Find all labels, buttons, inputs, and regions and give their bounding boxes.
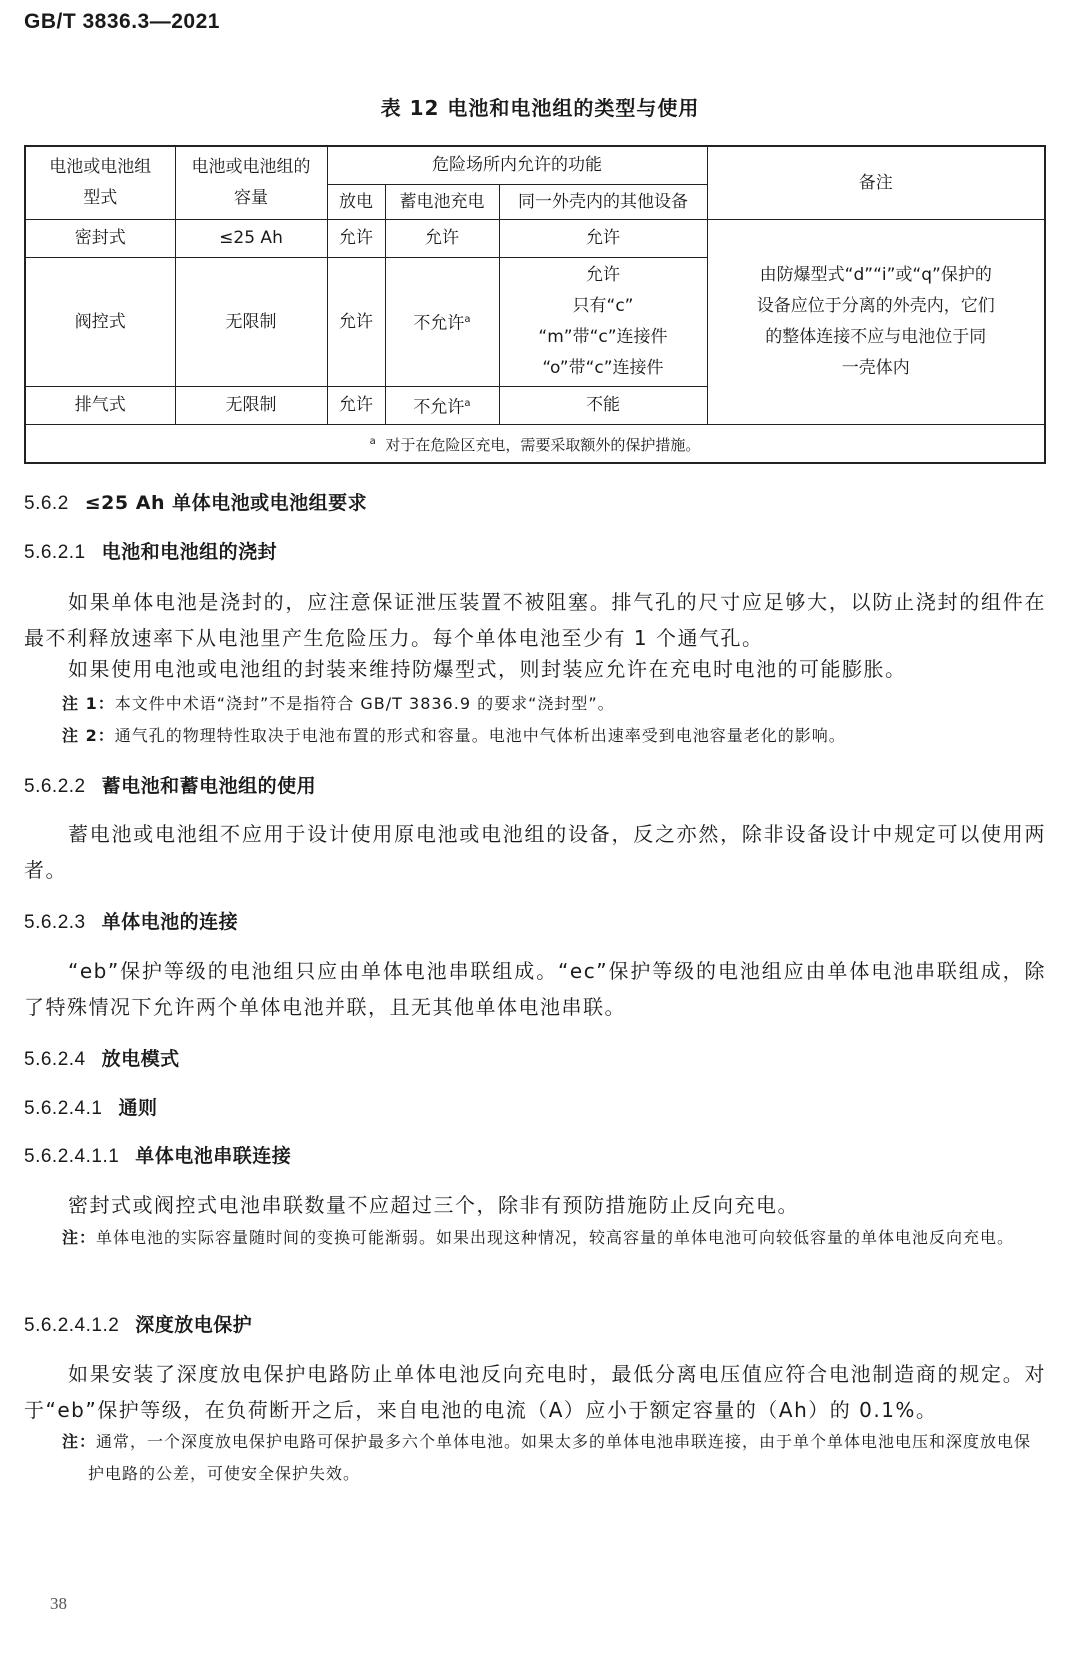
footnote-marker: a bbox=[464, 397, 471, 409]
paragraph: 如果安装了深度放电保护电路防止单体电池反向充电时，最低分离电压值应符合电池制造商的规定。对于“eb”保护等级，在负荷断开之后，来自电池的电流（A）应小于额定容量的（Ah）的 0.1%。 bbox=[24, 1362, 1046, 1422]
section-heading-5-6-2-1: 5.6.2.1 电池和电池组的浇封 bbox=[24, 541, 278, 563]
note: 注：单体电池的实际容量随时间的变换可能渐弱。如果出现这种情况，较高容量的单体电池可向较低容量的单体电池反向充电。 bbox=[62, 1228, 1015, 1247]
section-heading-5-6-2-3: 5.6.2.3 单体电池的连接 bbox=[24, 911, 239, 933]
table-row bbox=[25, 219, 1045, 257]
cell-discharge: 允许 bbox=[327, 257, 385, 386]
table-caption: 表 12 电池和电池组的类型与使用 bbox=[380, 96, 700, 120]
paragraph: 蓄电池或电池组不应用于设计使用原电池或电池组的设备，反之亦然，除非设备设计中规定可以使用两者。 bbox=[24, 822, 1046, 882]
paragraph: 如果使用电池或电池组的封装来维持防爆型式，则封装应允许在充电时电池的可能膨胀。 bbox=[68, 657, 907, 681]
paragraph: “eb”保护等级的电池组只应由单体电池串联组成。“ec”保护等级的电池组应由单体电池串联组成，除了特殊情况下允许两个单体电池并联，且无其他单体电池串联。 bbox=[24, 959, 1046, 1019]
page-number: 38 bbox=[50, 1594, 67, 1613]
paragraph: 密封式或阀控式电池串联数量不应超过三个，除非有预防措施防止反向充电。 bbox=[68, 1193, 799, 1217]
header-other-equipment: 同一外壳内的其他设备 bbox=[499, 184, 707, 219]
cell-capacity: 无限制 bbox=[175, 386, 327, 425]
header-discharge: 放电 bbox=[327, 184, 385, 219]
note: 注：通常，一个深度放电保护电路可保护最多六个单体电池。如果太多的单体电池串联连接，由于单个单体电池电压和深度放电保护电路的公差，可使安全保护失效。 bbox=[62, 1432, 1032, 1483]
cell-charging: 不允许$^a$ bbox=[385, 386, 499, 425]
header-type: 电池或电池组 型式 bbox=[25, 146, 175, 219]
note: 注 2：通气孔的物理特性取决于电池布置的形式和容量。电池中气体析出速率受到电池容量老化的影响。 bbox=[62, 726, 846, 745]
header-functions-group: 危险场所内允许的功能 bbox=[327, 146, 707, 184]
section-heading-5-6-2-2: 5.6.2.2 蓄电池和蓄电池组的使用 bbox=[24, 775, 317, 797]
section-heading-5-6-2-4-1: 5.6.2.4.1 通则 bbox=[24, 1097, 158, 1119]
cell-charging: 允许 bbox=[385, 219, 499, 257]
footnote-marker: a bbox=[464, 313, 471, 325]
table-footnote: $^a$ 对于在危险区充电，需要采取额外的保护措施。 bbox=[25, 425, 1045, 464]
header-capacity: 电池或电池组的 容量 bbox=[175, 146, 327, 219]
section-heading-5-6-2: 5.6.2 ≤25 Ah 单体电池或电池组要求 bbox=[24, 492, 368, 514]
cell-type: 密封式 bbox=[25, 219, 175, 257]
section-heading-5-6-2-4-1-2: 5.6.2.4.1.2 深度放电保护 bbox=[24, 1314, 253, 1336]
cell-discharge: 允许 bbox=[327, 386, 385, 425]
header-remarks: 备注 bbox=[707, 146, 1045, 219]
cell-capacity: 无限制 bbox=[175, 257, 327, 386]
standard-code: GB/T 3836.3—2021 bbox=[24, 10, 220, 33]
section-heading-5-6-2-4: 5.6.2.4 放电模式 bbox=[24, 1048, 180, 1070]
cell-other: 允许 bbox=[499, 219, 707, 257]
header-charging: 蓄电池充电 bbox=[385, 184, 499, 219]
note: 注 1：本文件中术语“浇封”不是指符合 GB/T 3836.9 的要求“浇封型”。 bbox=[62, 694, 615, 713]
cell-type: 阀控式 bbox=[25, 257, 175, 386]
battery-types-table bbox=[24, 145, 1046, 464]
cell-other: 不能 bbox=[499, 386, 707, 425]
section-heading-5-6-2-4-1-1: 5.6.2.4.1.1 单体电池串联连接 bbox=[24, 1145, 292, 1167]
paragraph: 如果单体电池是浇封的，应注意保证泄压装置不被阻塞。排气孔的尺寸应足够大，以防止浇封的组件在最不利释放速率下从电池里产生危险压力。每个单体电池至少有 1 个通气孔。 bbox=[24, 590, 1046, 650]
cell-discharge: 允许 bbox=[327, 219, 385, 257]
remarks-cell: 由防爆型式“d”“i”或“q”保护的 设备应位于分离的外壳内，它们 的整体连接不应与电池位于同 一壳体内 bbox=[707, 219, 1045, 425]
cell-capacity: ≤25 Ah bbox=[175, 219, 327, 257]
cell-charging: 不允许$^a$ bbox=[385, 257, 499, 386]
cell-type: 排气式 bbox=[25, 386, 175, 425]
cell-other: 允许 只有“c” “m”带“c”连接件 “o”带“c”连接件 bbox=[499, 257, 707, 386]
